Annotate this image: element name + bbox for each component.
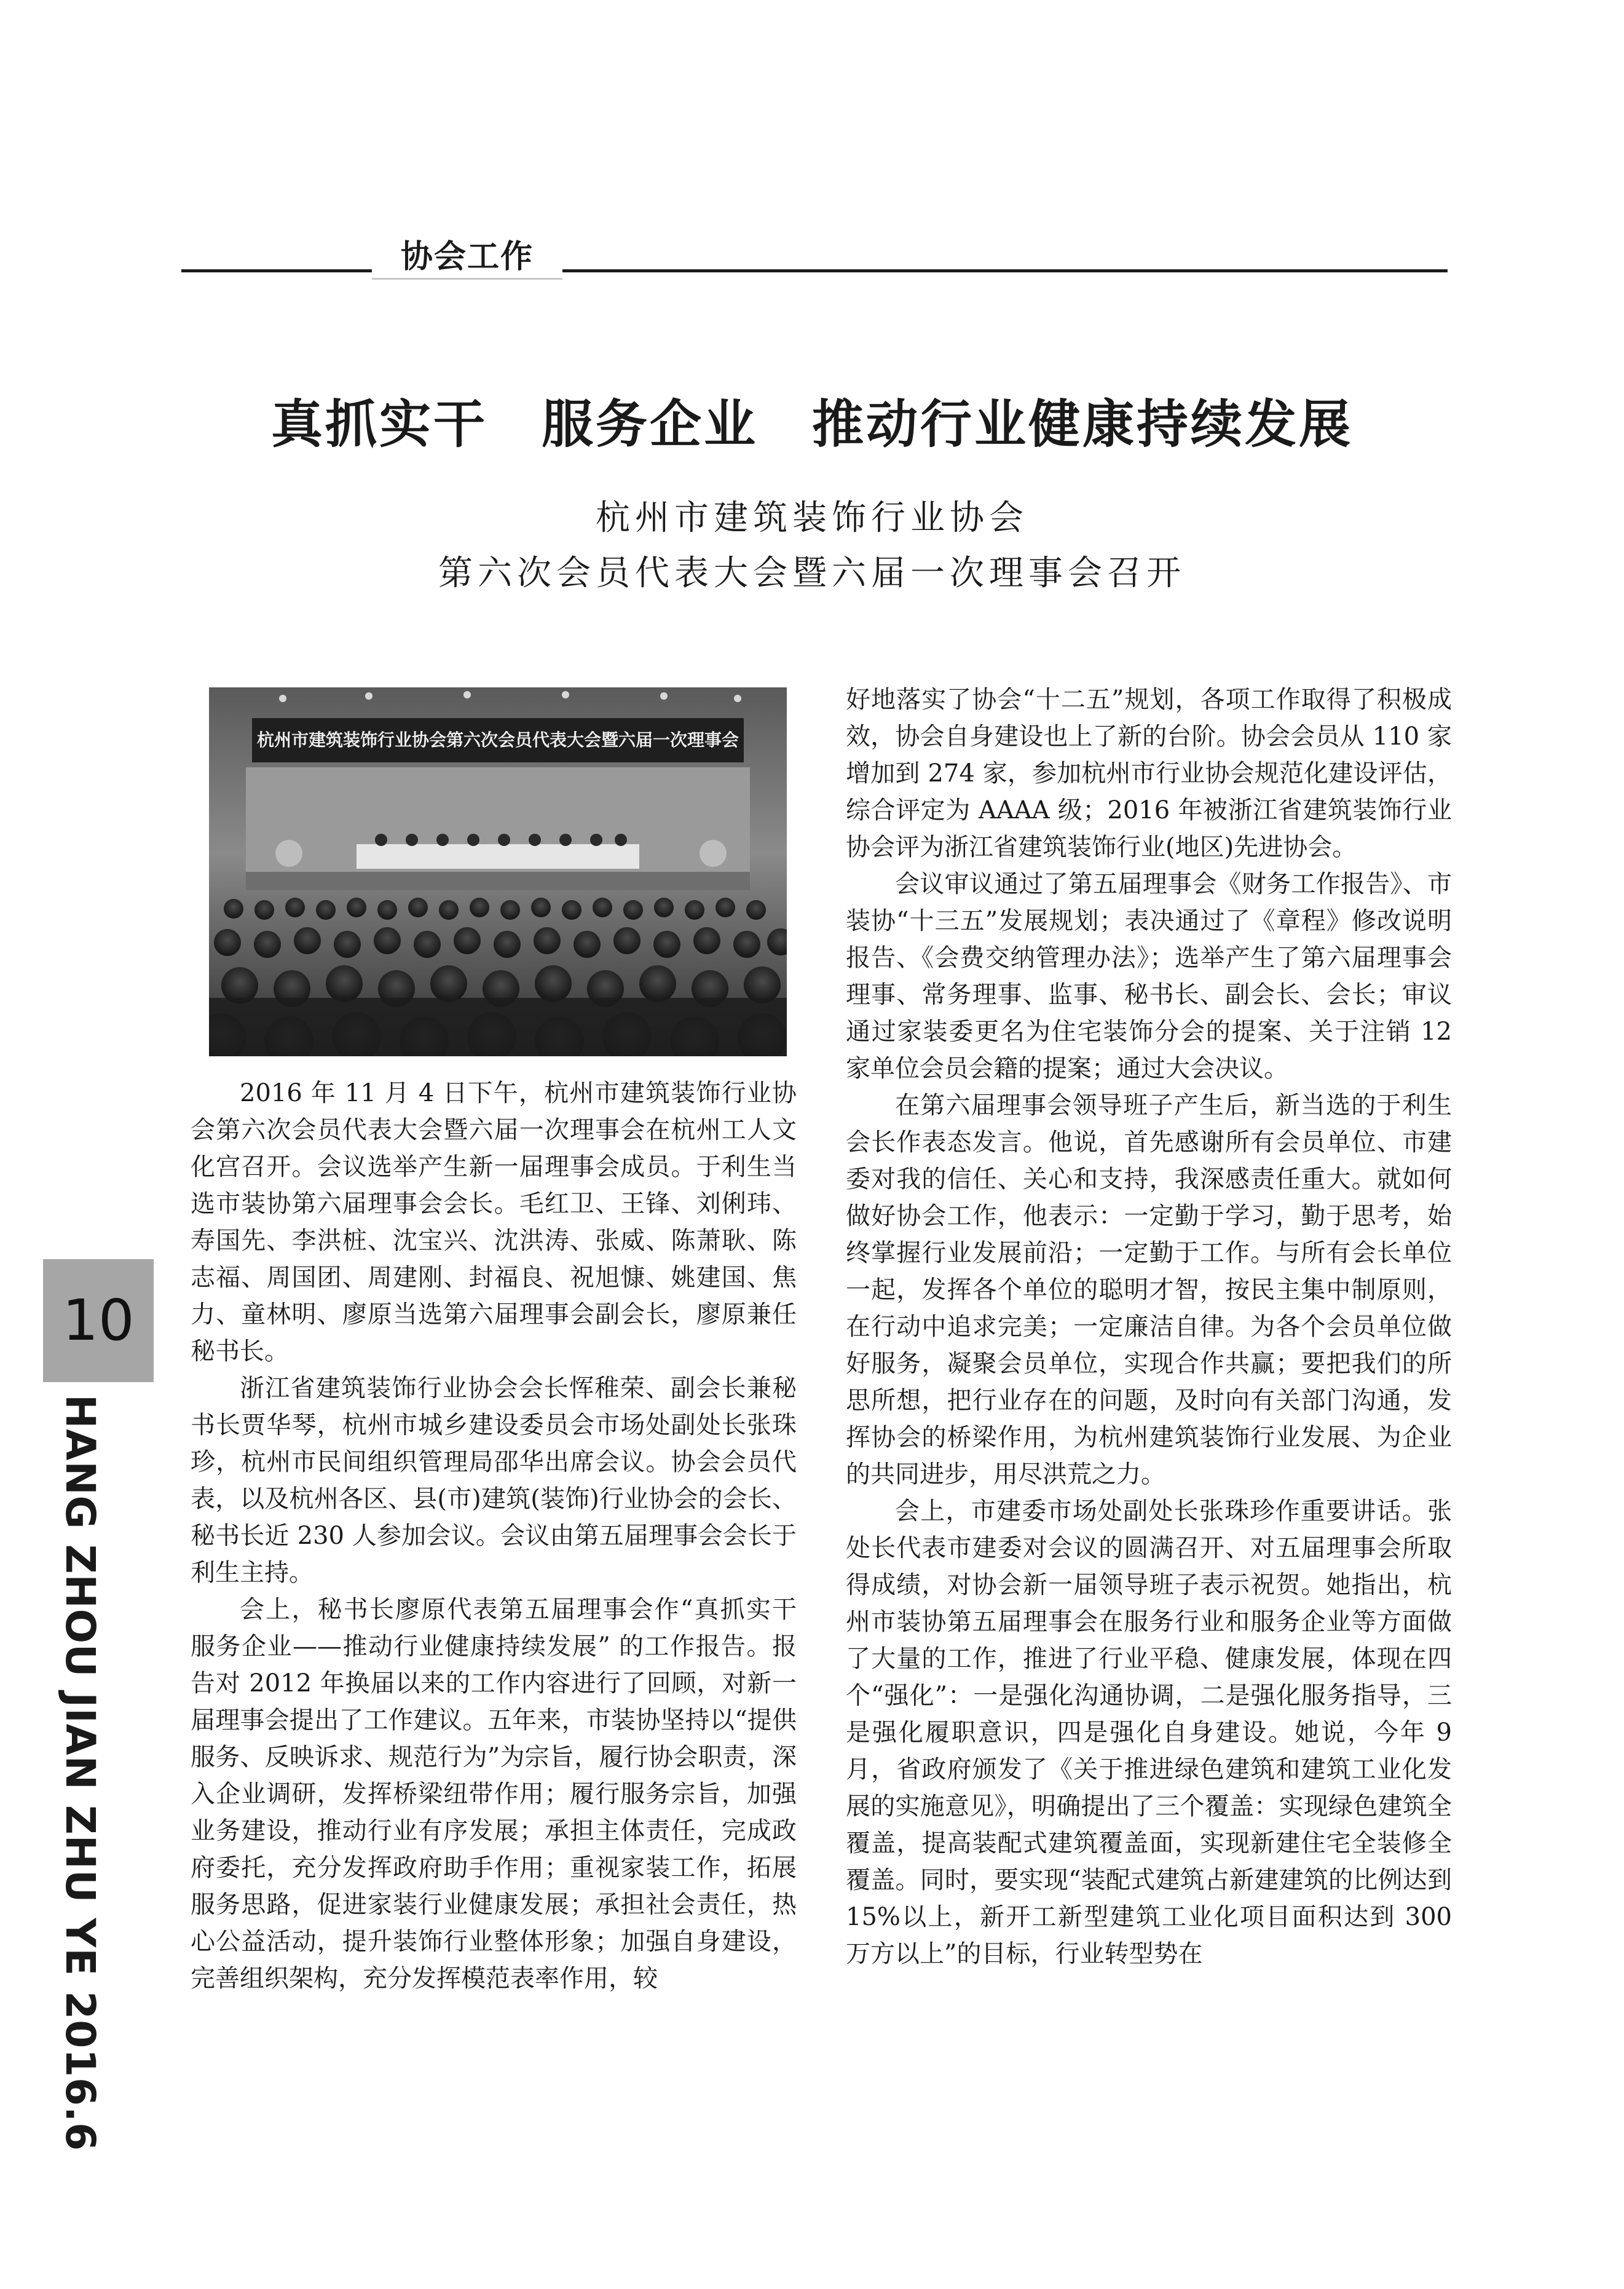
right-paragraph-3: 在第六届理事会领导班子产生后，新当选的于利生会长作表态发言。他说，首先感谢所有会员单位、市建委对我的信任、关心和支持，我深感责任重大。就如何做好协会工作，他表示：一定勤于学习，勤于思考，始终掌握行业发展前沿；一定勤于工作。与所有会长单位一起，发挥各个单位的聪明才智，按民主集中制原则，在行动中追求完美；一定廉洁自律。为各个会员单位做好服务，凝聚会员单位，实现合作共赢；要把我们的所思所想，把行业存在的问题，及时向有关部门沟通，发挥协会的桥梁作用，为杭州建筑装饰行业发展、为企业的共同进步，用尽洪荒之力。	[846, 1091, 1452, 1488]
meeting-photo	[209, 687, 787, 1056]
article-subtitle-line2: 第六次会员代表大会暨六届一次理事会召开	[438, 553, 1186, 593]
section-rule-left	[181, 269, 372, 272]
photo-banner: 杭州市建筑装饰行业协会第六次会员代表大会暨六届一次理事会	[252, 718, 744, 762]
journal-name-vertical: HANG ZHOU JIAN ZHU YE 2016.6	[57, 1394, 104, 2152]
right-paragraph-4: 会上，市建委市场处副处长张珠珍作重要讲话。张处长代表市建委对会议的圆满召开、对五届理事会所取得成绩，对协会新一届领导班子表示祝贺。她指出，杭州市装协第五届理事会在服务行业和服务企业等方面做了大量的工作，推进了行业平稳、健康发展，体现在四个“强化”：一是强化沟通协调，二是强化服务指导，三是强化履职意识，四是强化自身建设。她说，今年 9 月，省政府颁发了《关于推进绿色建筑和建筑工业化发展的实施意见》，明确提出了三个覆盖：实现绿色建筑全覆盖，提高装配式建筑覆盖面，实现新建住宅全装修全覆盖。同时，要实现“装配式建筑占新建建筑的比例达到 15%以上，新开工新型建筑工业化项目面积达到 300 万方以上”的目标，行业转型势在	[846, 1497, 1452, 1968]
article-title: 真抓实干 服务企业 推动行业健康持续发展	[270, 394, 1353, 454]
left-paragraph-3: 会上，秘书长廖原代表第五届理事会作“真抓实干 服务企业——推动行业健康持续发展” 的工作报告。报告对 2012 年换届以来的工作内容进行了回顾，对新一届理事会提出了工作建议。五年来，市装协坚持以“提供服务、反映诉求、规范行为”为宗旨，履行协会职责，深入企业调研，发挥桥梁纽带作用；履行服务宗旨，加强业务建设，推动行业有序发展；承担主体责任，完成政府委托，充分发挥政府助手作用；重视家装工作，拓展服务思路，促进家装行业健康发展；承担社会责任，热心公益活动，提升装饰行业整体形象；加强自身建设，完善组织架构，充分发挥模范表率作用，较	[191, 1595, 797, 1993]
page-number: 10	[43, 1259, 154, 1382]
right-column	[846, 681, 1452, 1972]
section-rule-right	[562, 269, 1448, 272]
right-paragraph-2: 会议审议通过了第五届理事会《财务工作报告》、市装协“十三五”发展规划；表决通过了《章程》修改说明报告、《会费交纳管理办法》；选举产生了第六届理事会理事、常务理事、监事、秘书长、副会长、会长；审议通过家装委更名为住宅装饰分会的提案、关于注销 12 家单位会员会籍的提案；通过大会决议。	[846, 870, 1452, 1083]
section-label: 协会工作	[400, 239, 534, 275]
left-paragraph-1: 2016 年 11 月 4 日下午，杭州市建筑装饰行业协会第六次会员代表大会暨六届一次理事会在杭州工人文化宫召开。会议选举产生新一届理事会成员。于利生当选市装协第六届理事会会长。毛红卫、王锋、刘俐玮、寿国先、李洪桩、沈宝兴、沈洪涛、张威、陈萧耿、陈志福、周国团、周建刚、封福良、祝旭慷、姚建国、焦力、童林明、廖原当选第六届理事会副会长，廖原兼任秘书长。	[191, 1079, 797, 1366]
left-column	[191, 1075, 797, 1997]
left-paragraph-2: 浙江省建筑装饰行业协会会长恽稚荣、副会长兼秘书长贾华琴，杭州市城乡建设委员会市场处副处长张珠珍，杭州市民间组织管理局邵华出席会议。协会会员代表，以及杭州各区、县(市)建筑(装饰)行业协会的会长、秘书长近 230 人参加会议。会议由第五届理事会会长于利生主持。	[191, 1374, 797, 1587]
article-subtitle-line1: 杭州市建筑装饰行业协会	[596, 498, 1028, 538]
right-paragraph-1: 好地落实了协会“十二五”规划，各项工作取得了积极成效，协会自身建设也上了新的台阶。协会会员从 110 家增加到 274 家，参加杭州市行业协会规范化建设评估，综合评定为 AAAA 级；2016 年被浙江省建筑装饰行业协会评为浙江省建筑装饰行业(地区)先进协会。	[846, 686, 1452, 861]
section-label-underline	[372, 278, 562, 280]
